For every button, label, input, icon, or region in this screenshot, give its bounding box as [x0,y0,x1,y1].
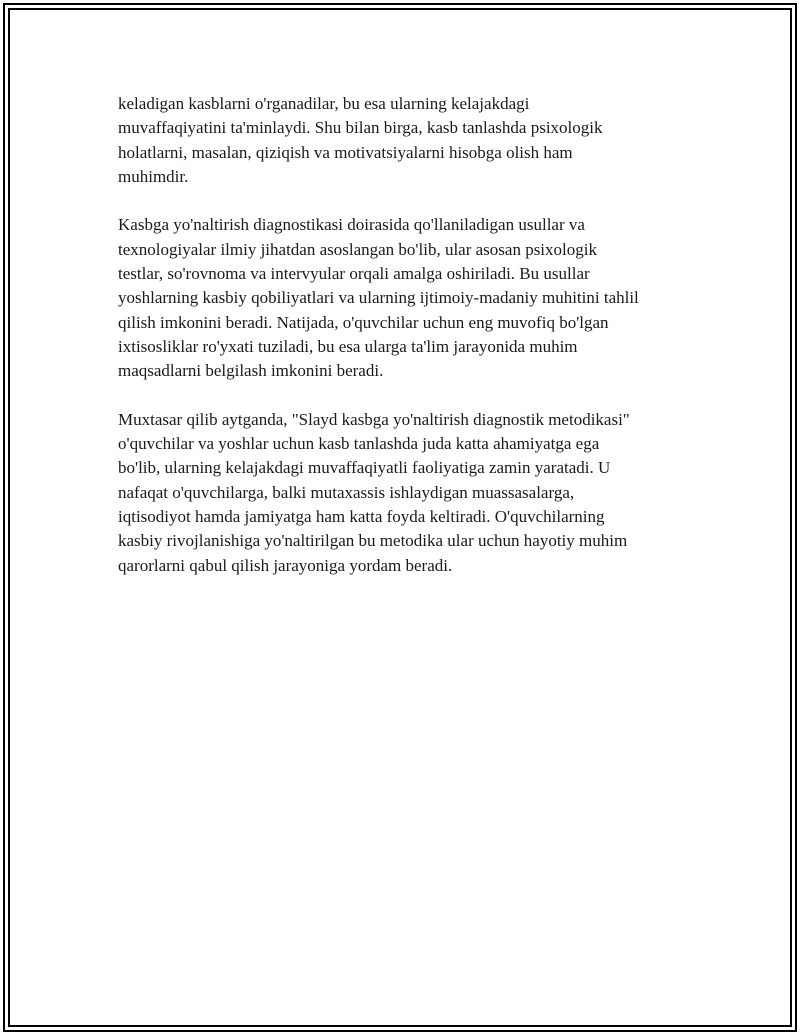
paragraph-3: Muxtasar qilib aytganda, "Slayd kasbga yo'naltirish diagnostik metodikasi" o'quvchilar va yoshlar uchun kasb tanlashda juda katta ahamiyatga ega bo'lib, ularning kelajakdagi muvaffaqiyatli faoliyatiga zamin yaratadi. U nafaqat o'quvchilarga, balki mutaxassis ishlaydigan muassasalarga, iqtisodiyot hamda jamiyatga ham katta foyda keltiradi. O'quvchilarning kasbiy rivojlanishiga yo'naltirilgan bu metodika ular uchun hayotiy muhim qarorlarni qabul qilish jarayoniga yordam beradi. [118,409,630,575]
paragraph-1: keladigan kasblarni o'rganadilar, bu esa ularning kelajakdagi muvaffaqiyatini ta'minlaydi. Shu bilan birga, kasb tanlashda psixologik holatlarni, masalan, qiziqish va motivatsiyalarni hisobga olish ham muhimdir. [118,94,603,186]
paragraph-2: Kasbga yo'naltirish diagnostikasi doirasida qo'llaniladigan usullar va texnologiyalar ilmiy jihatdan asoslangan bo'lib, ular asosan psixologik testlar, so'rovnoma va intervyular orqali amalga oshiriladi. Bu usullar yoshlarning kasbiy qobiliyatlari va ularning ijtimoiy-madaniy muhitini tahlil qilish imkonini beradi. Natijada, o'quvchilar uchun eng muvofiq bo'lgan ixtisosliklar ro'yxati tuziladi, bu esa ularga ta'lim jarayonida muhim maqsadlarni belgilash imkonini beradi. [118,215,639,381]
document-body [118,92,688,602]
